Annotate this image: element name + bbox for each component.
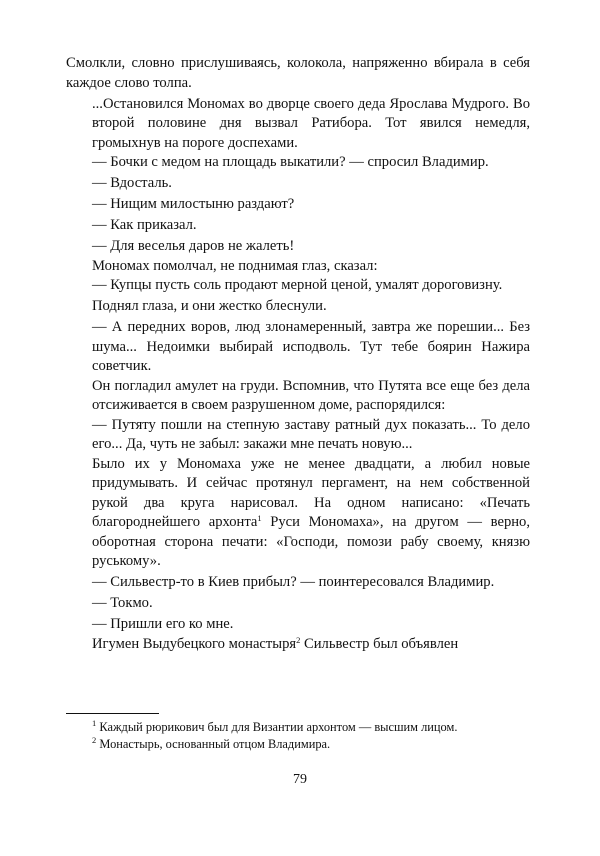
paragraph: — А передних воров, люд злонамеренный, завтра же порешии... Без шума... Недоимки выбирай исподволь. Тут тебе боярин Нажира советчик. xyxy=(92,319,530,374)
paragraph: — Бочки с медом на площадь выкатили? — спросил Владимир. xyxy=(92,154,489,170)
footnote-text: Каждый рюрикович был для Византии архонтом — высшим лицом. xyxy=(99,720,458,734)
paragraph: — Пришли его ко мне. xyxy=(92,616,234,632)
paragraph: — Для веселья даров не жалеть! xyxy=(92,238,295,254)
paragraph-text: Руси Мономаха», на другом — верно, оборотная сторона печати: «Господи, помози рабу своему, князю руському». xyxy=(92,514,530,569)
paragraph: — Путяту пошли на степную заставу ратный дух показать... То дело его... Да, чуть не забыл: закажи мне печать новую... xyxy=(92,416,530,452)
paragraph: — Нищим милостыню раздают? xyxy=(92,196,295,212)
footnote-mark: 1 xyxy=(92,718,97,728)
paragraph: — Как приказал. xyxy=(92,217,197,233)
paragraph: — Вдосталь. xyxy=(92,175,172,191)
paragraph: Мономах помолчал, не поднимая глаз, сказал: xyxy=(92,257,378,274)
paragraph: — Токмо. xyxy=(92,595,153,611)
footnote-text: Монастырь, основанный отцом Владимира. xyxy=(99,737,331,751)
paragraph: Он погладил амулет на груди. Вспомнив, что Путята все еще без дела отсиживается в своем разрушенном доме, распорядился: xyxy=(92,377,530,413)
footnote xyxy=(92,736,530,753)
body-text xyxy=(66,54,530,654)
footnote xyxy=(92,719,530,736)
page-number: 79 xyxy=(293,772,307,787)
paragraph-text: Игумен Выдубецкого монастыря xyxy=(92,635,297,652)
paragraph-text: Было их у Мономаха уже не менее двадцати, а любил новые придумывать. И сейчас протянул пергамент, на нем собственной рукой два круга нарисовал. На одном написано: «Печать благороднейшего архонта xyxy=(92,455,530,530)
paragraph-text: Сильвестр был объявлен xyxy=(300,635,459,652)
footnote-mark: 2 xyxy=(92,735,97,745)
footnote-divider xyxy=(66,713,159,714)
paragraph: ...Остановился Мономах во дворце своего деда Ярослава Мудрого. Во второй половине дня вызвал Ратибора. Тот явился немедля, громыхнув на пороге доспехами. xyxy=(92,95,530,151)
paragraph: — Купцы пусть соль продают мерной ценой, умалят дороговизну. xyxy=(92,277,503,293)
paragraph xyxy=(92,455,530,572)
paragraph: Поднял глаза, и они жестко блеснули. xyxy=(92,298,327,314)
paragraph: Смолкли, словно прислушиваясь, колокола, напряженно вбирала в себя каждое слово толпа. xyxy=(66,55,530,91)
footnotes xyxy=(92,719,530,753)
footnote-ref[interactable]: 1 xyxy=(257,513,262,523)
paragraph: — Сильвестр-то в Киев прибыл? — поинтересовался Владимир. xyxy=(92,574,495,590)
footnote-ref[interactable]: 2 xyxy=(296,634,301,645)
paragraph xyxy=(92,635,530,655)
